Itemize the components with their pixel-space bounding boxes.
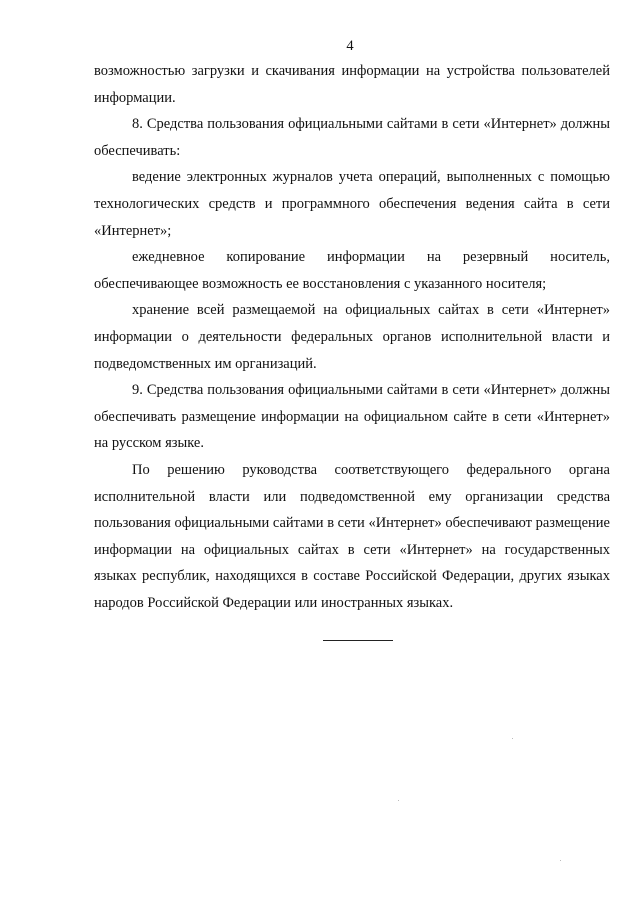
scan-speck <box>512 738 513 739</box>
paragraph-backup: ежедневное копирование информации на резервный носитель, обеспечивающее возможность ее восстановления с указанного носителя; <box>94 249 610 292</box>
paragraph-item-8: 8. Средства пользования официальными сайтами в сети «Интернет» должны обеспечивать: <box>94 116 610 159</box>
paragraph-continuation: возможностью загрузки и скачивания информации на устройства пользователей информации. <box>94 63 610 106</box>
scan-speck <box>560 860 561 861</box>
paragraph-item-9: 9. Средства пользования официальными сайтами в сети «Интернет» должны обеспечивать размещение информации на официальном сайте в сети «Интернет» на русском языке. <box>94 382 610 452</box>
paragraph-languages: По решению руководства соответствующего федерального органа исполнительной власти или подведомственной ему организации средства пользования официальными сайтами в сети «Интернет» обеспечивают размещение информации на официальных сайтах в сети «Интернет» на государственных языках республик, находящихся в составе Российской Федерации, других языках народов Российской Федерации или иностранных языках. <box>94 461 610 611</box>
end-divider-line <box>323 640 393 641</box>
document-body <box>94 58 610 616</box>
page-number: 4 <box>346 38 354 54</box>
scan-speck <box>398 800 399 801</box>
paragraph-storage: хранение всей размещаемой на официальных сайтах в сети «Интернет» информации о деятельности федеральных органов исполнительной власти и подведомственных им организаций. <box>94 302 610 372</box>
paragraph-logs: ведение электронных журналов учета операций, выполненных с помощью технологических средств и программного обеспечения ведения сайта в сети «Интернет»; <box>94 169 610 239</box>
